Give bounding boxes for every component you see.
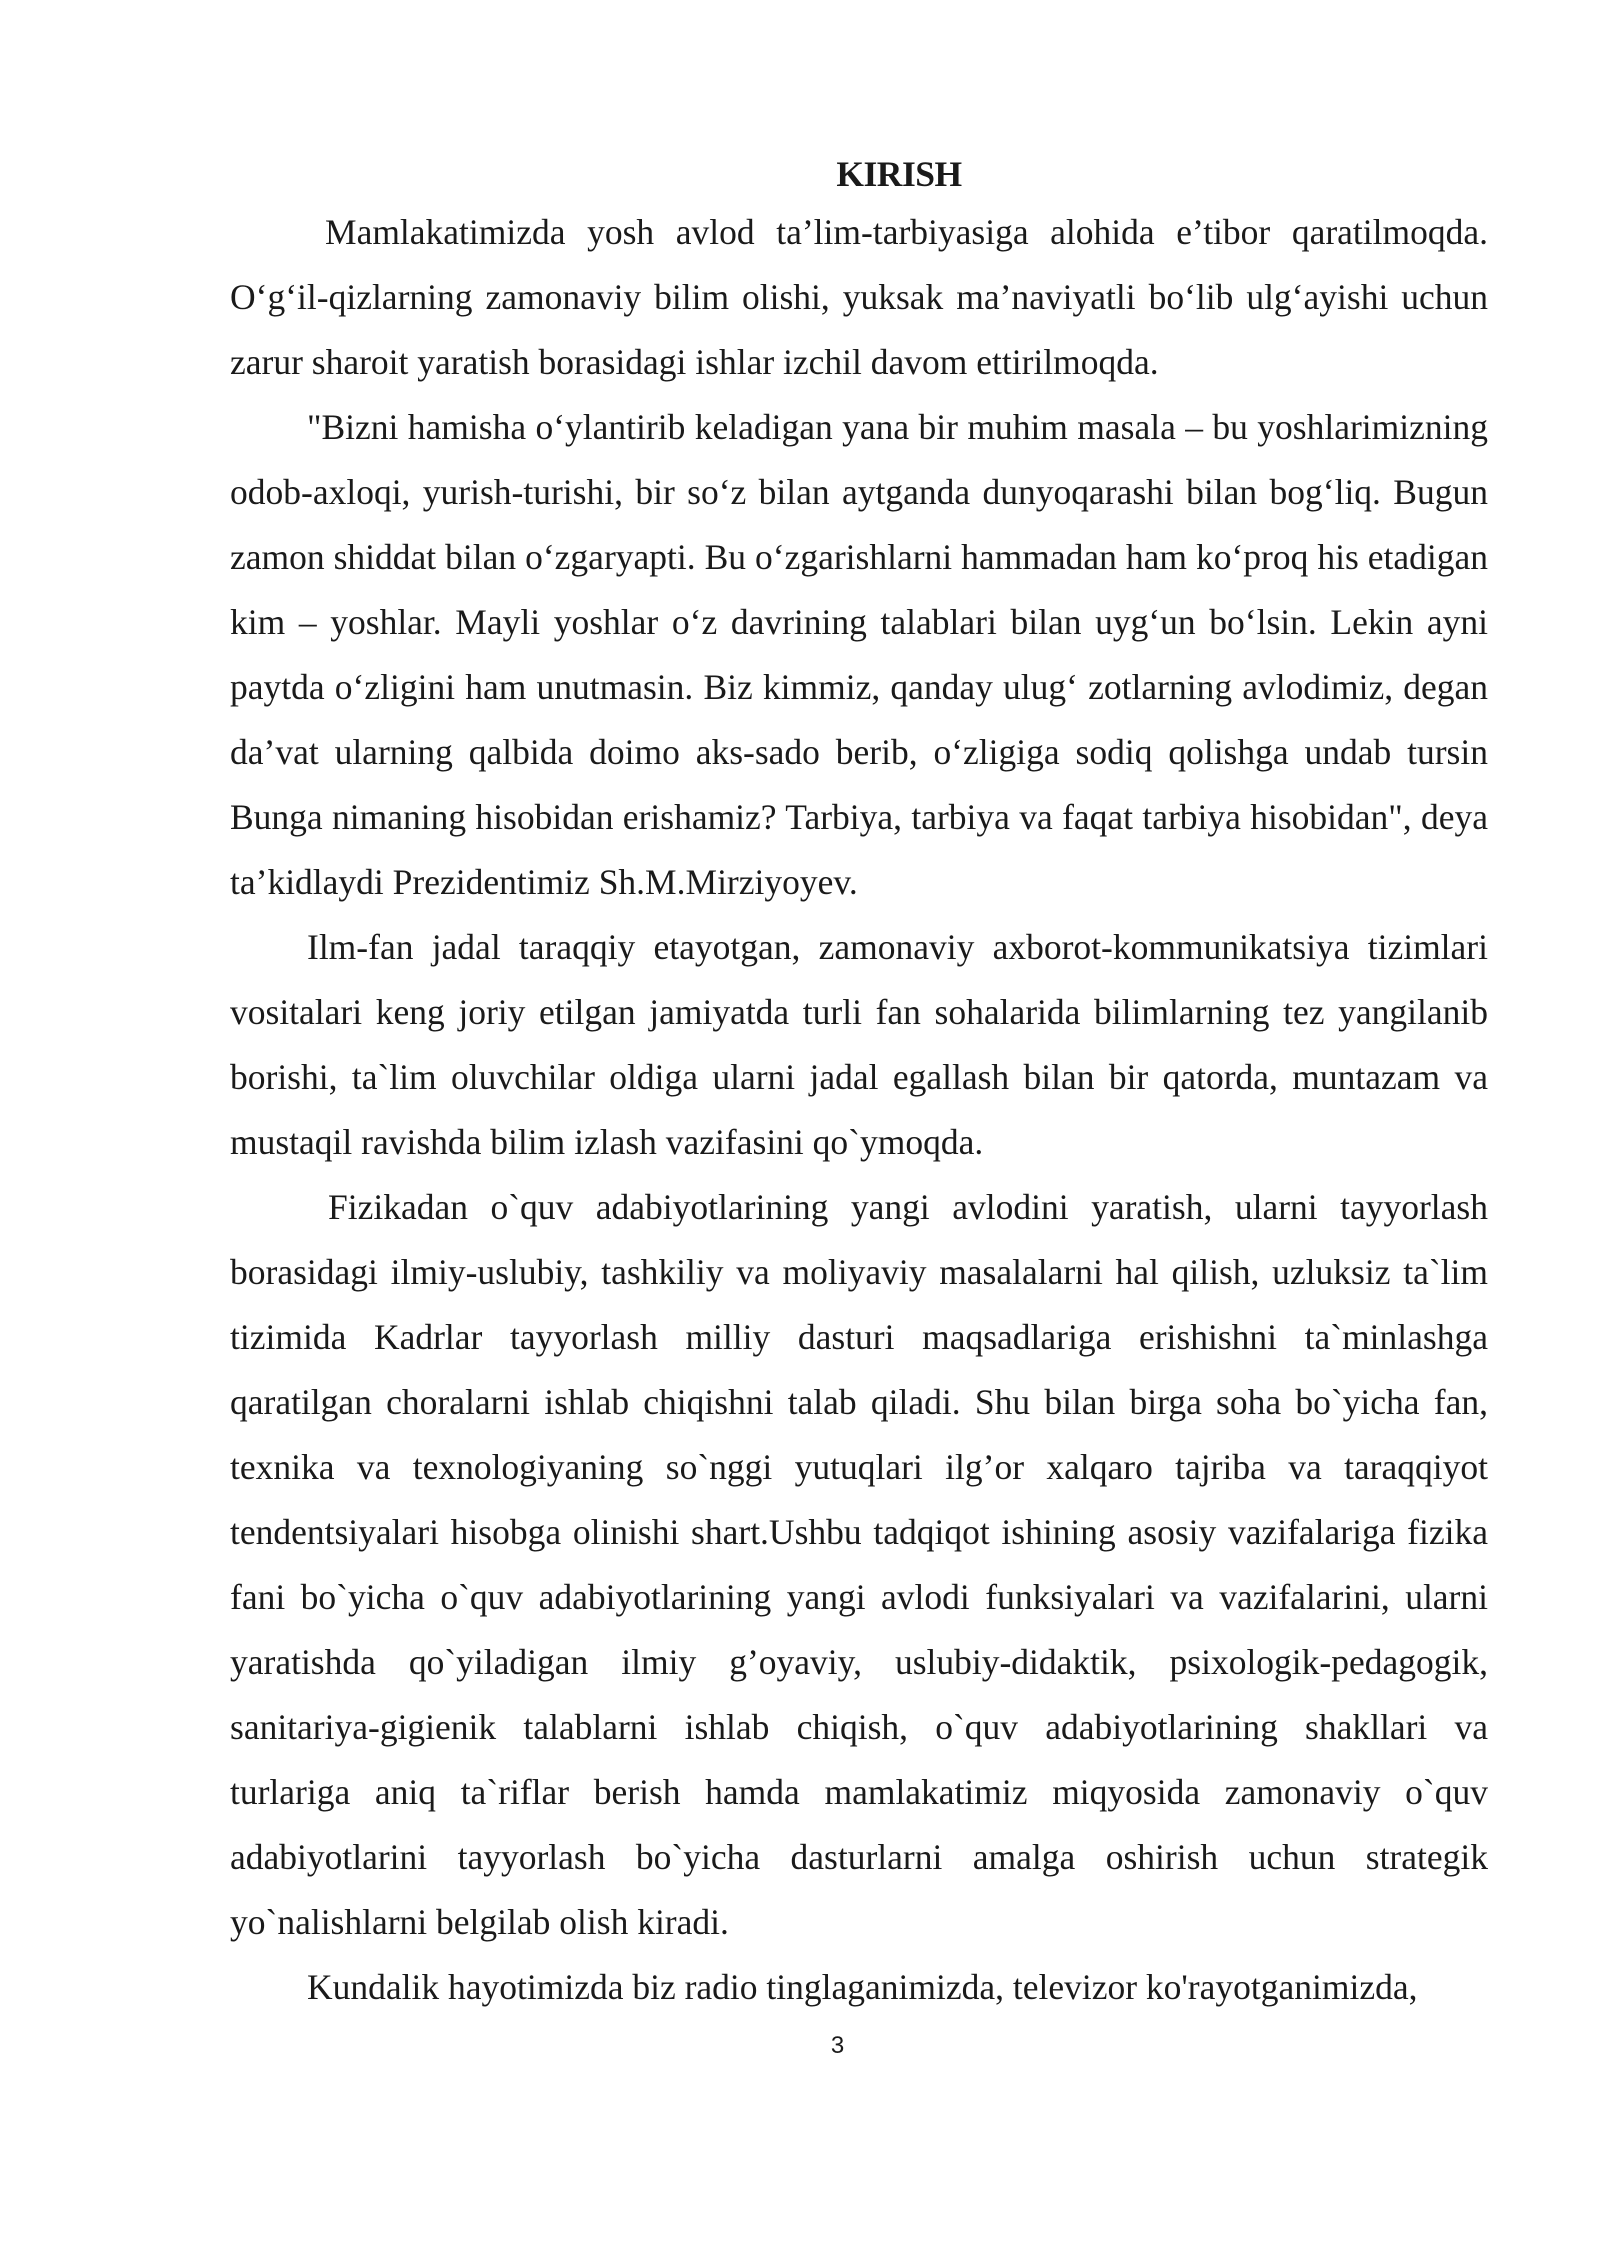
body-text [230,148,1488,2020]
paragraph-1: Mamlakatimizda yosh avlod ta’lim-tarbiyasiga alohida e’tibor qaratilmoqda. O‘g‘il-qizlarning zamonaviy bilim olishi, yuksak ma’naviyatli bo‘lib ulg‘ayishi uchun zarur sharoit yaratish borasidagi ishlar izchil davom ettirilmoqda. [230,212,1488,382]
page-number: 3 [830,2032,845,2059]
paragraph-2: "Bizni hamisha o‘ylantirib keladigan yana bir muhim masala – bu yoshlarimizning odob-axloqi, yurish-turishi, bir so‘z bilan aytganda dunyoqarashi bilan bog‘liq. Bugun zamon shiddat bilan o‘zgaryapti. Bu o‘zgarishlarni hammadan ham ko‘proq his etadigan kim – yoshlar. Mayli yoshlar o‘z davrining talablari bilan uyg‘un bo‘lsin. Lekin ayni paytda o‘zligini ham unutmasin. Biz kimmiz, qanday ulug‘ zotlarning avlodimiz, degan da’vat ularning qalbida doimo aks-sado berib, o‘zligiga sodiq qolishga undab tursin Bunga nimaning hisobidan erishamiz? Tarbiya, tarbiya va faqat tarbiya hisobidan", deya ta’kidlaydi Prezidentimiz Sh.M.Mirziyoyev. [230,407,1488,902]
paragraph-3: Ilm-fan jadal taraqqiy etayotgan, zamonaviy axborot-kommunikatsiya tizimlari vositalari keng joriy etilgan jamiyatda turli fan sohalarida bilimlarning tez yangilanib borishi, ta`lim oluvchilar oldiga ularni jadal egallash bilan bir qatorda, muntazam va mustaqil ravishda bilim izlash vazifasini qo`ymoqda. [230,927,1488,1162]
paragraph-4: Fizikadan o`quv adabiyotlarining yangi avlodini yaratish, ularni tayyorlash borasidagi ilmiy-uslubiy, tashkiliy va moliyaviy masalalarni hal qilish, uzluksiz ta`lim tizimida Kadrlar tayyorlash milliy dasturi maqsadlariga erishishni ta`minlashga qaratilgan choralarni ishlab chiqishni talab qiladi. Shu bilan birga soha bo`yicha fan, texnika va texnologiyaning so`nggi yutuqlari ilg’or xalqaro tajriba va taraqqiyot tendentsiyalari hisobga olinishi shart.Ushbu tadqiqot ishining asosiy vazifalariga fizika fani bo`yicha o`quv adabiyotlarining yangi avlodi funksiyalari va vazifalarini, ularni yaratishda qo`yiladigan ilmiy g’oyaviy, uslubiy-didaktik, psixologik-pedagogik, sanitariya-gigienik talablarni ishlab chiqish, o`quv adabiyotlarining shakllari va turlariga aniq ta`riflar berish hamda mamlakatimiz miqyosida zamonaviy o`quv adabiyotlarini tayyorlash bo`yicha dasturlarni amalga oshirish uchun strategik yo`nalishlarni belgilab olish kiradi. [230,1187,1488,1942]
paragraph-5: Kundalik hayotimizda biz radio tinglaganimizda, televizor ko'rayotganimizda, [307,1967,1418,2007]
section-title: KIRISH [836,154,962,194]
